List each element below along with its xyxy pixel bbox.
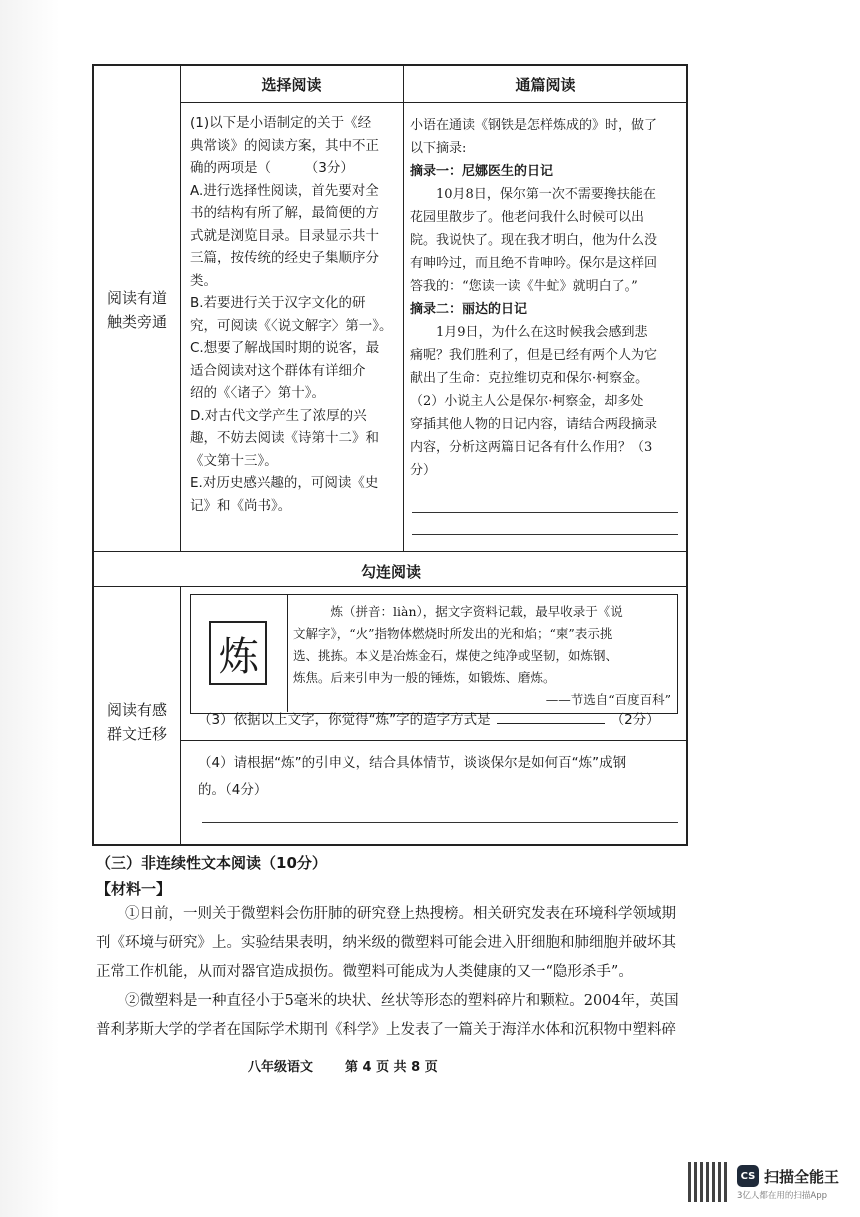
seal-character: 炼 [209, 621, 267, 685]
exam-page [60, 0, 820, 1100]
q2-line: 内容，分析这两篇日记各有什么作用？（3 [410, 440, 653, 455]
material-line: 普利茅斯大学的学者在国际学术期刊《科学》上发表了一篇关于海洋水体和沉积物中塑料碎 [96, 1022, 676, 1038]
character-definition [293, 601, 677, 711]
q2-line: 献出了生命：克拉维切克和保尔·柯察金。 [410, 371, 649, 386]
q1-line: 绍的《〈诸子〉第十》。 [190, 385, 325, 401]
header-linked-reading: 勾连阅读 [360, 563, 421, 581]
q2-prompt: （2）小说主人公是保尔·柯察金，却多处 [410, 394, 644, 409]
header-selective-reading: 选择阅读 [261, 76, 322, 94]
q2-line: 分） [410, 463, 437, 478]
label-divider-bottom [180, 586, 181, 846]
material-1-text [96, 900, 716, 1045]
excerpt-2-title: 摘录二：丽达的日记 [410, 302, 528, 317]
q2-line: 10月8日，保尔第一次不需要搀扶能在 [410, 187, 656, 202]
q1-line: 适合阅读对这个群体有详细介 [190, 362, 366, 379]
footer-page-number: 第 4 页 共 8 页 [345, 1060, 438, 1075]
q1-option-a: A.进行选择性阅读，首先要对全 [190, 182, 379, 199]
q1-line: 究，可阅读《〈说文解字〉第一》。 [190, 317, 393, 334]
q1-option-c: C.想要了解战国时期的说客，最 [190, 340, 380, 356]
scanner-tagline: 3亿人都在用的扫描App [737, 1191, 828, 1201]
q3-separator [180, 740, 688, 741]
material-line: ①日前，一则关于微塑料会伤肝肺的研究登上热搜榜。相关研究发表在环境科学领域期 [96, 906, 676, 922]
q1-option-b: B.若要进行关于汉字文化的研 [190, 295, 366, 311]
character-info-box [190, 594, 678, 714]
q2-line: 穿插其他人物的日记内容，请结合两段摘录 [410, 417, 658, 432]
header-underline [180, 102, 688, 103]
q2-line: 以下摘录: [410, 141, 467, 156]
definition-line: 文解字》，“火”指物体燃烧时所发出的光和焰；“柬”表示挑 [293, 626, 613, 641]
q2-line: 答我的：“您读一读《牛虻》就明白了。” [410, 279, 638, 294]
q1-line: 典常谈》的阅读方案，其中不正 [190, 137, 379, 154]
row-label-1-line-1: 阅读有道 [106, 289, 167, 307]
q2-line: 院。我说快了。现在我才明白，他为什么没 [410, 233, 658, 248]
q1-line: 《文第十三》。 [190, 452, 278, 469]
q2-line: 小语在通读《钢铁是怎样炼成的》时，做了 [410, 118, 658, 133]
q2-line: 有呻吟过，而且绝不肯呻吟。保尔是这样回 [410, 256, 658, 271]
question-2 [410, 114, 686, 482]
definition-source: ——节选自“百度百科” [545, 692, 671, 707]
scanner-app-name: 扫描全能王 [764, 1168, 840, 1186]
q3-score: （2分） [610, 712, 660, 728]
definition-line: 炼（拼音：liàn），据文字资料记载，最早收录于《说 [293, 604, 623, 619]
seal-divider [287, 595, 288, 712]
question-4 [198, 750, 678, 804]
q2-answer-line-1[interactable] [412, 512, 678, 513]
row-label-2 [94, 698, 180, 746]
label-divider-top [180, 66, 181, 551]
q3-blank[interactable] [497, 709, 605, 724]
question-3 [198, 709, 678, 731]
section-separator-2 [94, 586, 688, 587]
excerpt-1-title: 摘录一：尼娜医生的日记 [410, 164, 554, 179]
section-separator-1 [94, 551, 688, 552]
q4-answer-line[interactable] [202, 822, 678, 823]
q1-line: 类。 [190, 272, 217, 289]
q1-line: 三篇，按传统的经史子集顺序分 [190, 250, 379, 266]
column-divider [403, 66, 404, 551]
q1-option-d: D.对古代文学产生了浓厚的兴 [190, 407, 367, 424]
footer-subject: 八年级语文 [248, 1060, 314, 1075]
q1-line: 趣，不妨去阅读《诗第十二》和 [190, 430, 379, 446]
q4-line: 的。（4分） [198, 782, 268, 798]
q2-line: 痛呢？我们胜利了，但是已经有两个人为它 [410, 348, 658, 363]
q1-line: 书的结构有所了解，最简便的方 [190, 205, 379, 221]
scanner-watermark [688, 1162, 838, 1204]
header-full-reading: 通篇阅读 [515, 76, 576, 94]
reading-table [92, 64, 688, 846]
q1-line: 式就是浏览目录。目录显示共十 [190, 227, 379, 244]
question-1 [190, 112, 400, 517]
row-label-2-line-1: 阅读有感 [106, 701, 167, 719]
section-3-title: （三）非连续性文本阅读（10分） [96, 854, 327, 872]
row-label-1-line-2: 触类旁通 [106, 313, 167, 331]
q4-line: （4）请根据“炼”的引申义，结合具体情节，谈谈保尔是如何百“炼”成钢 [198, 755, 627, 771]
material-1-label: 【材料一】 [96, 880, 172, 898]
q1-line: (1)以下是小语制定的关于《经 [190, 115, 372, 131]
material-line: 刊《环境与研究》上。实验结果表明，纳米级的微塑料可能会进入肝细胞和肺细胞并破坏其 [96, 935, 676, 951]
material-line: ②微塑料是一种直径小于5毫米的块状、丝状等形态的塑料碎片和颗粒。2004年，英国 [96, 993, 679, 1009]
q1-line: 确的两项是（ （3分） [190, 160, 354, 176]
q1-line: 记》和《尚书》。 [190, 497, 292, 514]
row-label-2-line-2: 群文迁移 [106, 725, 167, 743]
scan-margin [0, 0, 60, 1217]
definition-line: 选、挑拣。本义是冶炼金石，煤使之纯净或坚韧，如炼钢、 [293, 648, 619, 663]
q3-text: （3）依据以上文字，你觉得“炼”字的造字方式是 [198, 712, 491, 728]
q1-option-e: E.对历史感兴趣的，可阅读《史 [190, 475, 379, 491]
q2-line: 1月9日，为什么在这时候我会感到悲 [410, 325, 648, 340]
camscanner-logo-icon: CS [737, 1165, 759, 1187]
q2-answer-line-2[interactable] [412, 534, 678, 535]
row-label-1 [94, 286, 180, 334]
material-line: 正常工作机能，从而对器官造成损伤。微塑料可能成为人类健康的又一“隐形杀手”。 [96, 964, 633, 980]
q2-line: 花园里散步了。他老问我什么时候可以出 [410, 210, 645, 225]
qr-code-icon [688, 1162, 728, 1202]
definition-line: 炼焦。后来引申为一般的锤炼，如锻炼、磨炼。 [293, 670, 556, 685]
